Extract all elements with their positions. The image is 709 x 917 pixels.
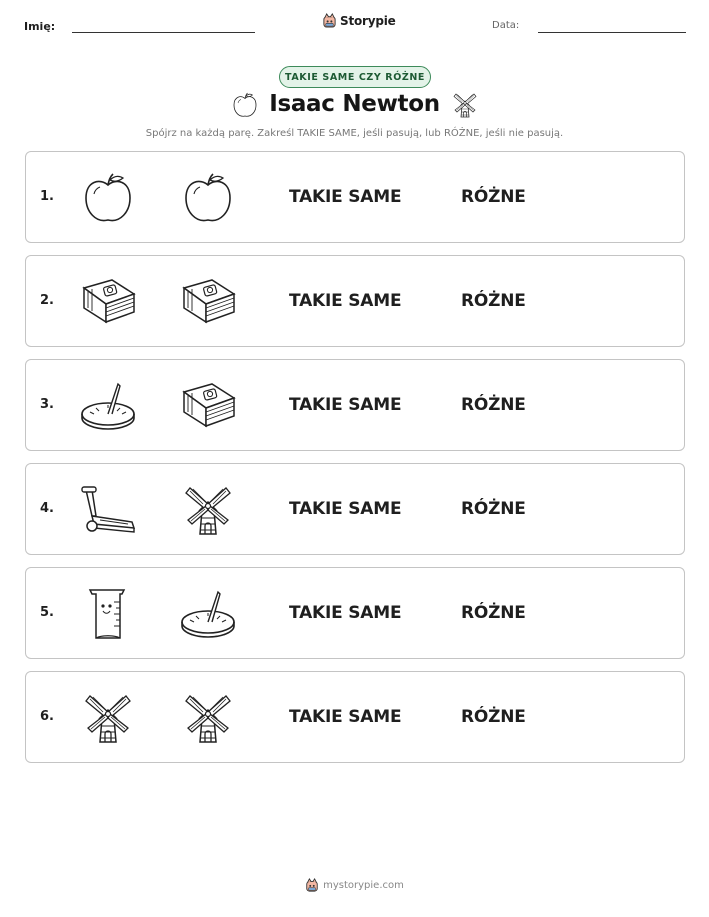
- book-icon: [178, 274, 238, 330]
- book-icon: [178, 378, 238, 434]
- book-icon: [78, 274, 138, 330]
- option-different[interactable]: RÓŻNE: [461, 707, 526, 727]
- storypie-mascot-icon: [322, 13, 337, 28]
- apple-icon: [78, 170, 138, 226]
- option-same[interactable]: TAKIE SAME: [289, 603, 402, 623]
- footer: [0, 878, 709, 892]
- option-different[interactable]: RÓŻNE: [461, 187, 526, 207]
- name-line[interactable]: [72, 32, 255, 33]
- brand-logo: [322, 13, 396, 28]
- windmill-icon: [178, 690, 238, 746]
- option-same[interactable]: TAKIE SAME: [289, 499, 402, 519]
- apple-icon: [178, 170, 238, 226]
- page-title: Isaac Newton: [269, 91, 440, 117]
- row-number: 6.: [40, 709, 54, 724]
- option-different[interactable]: RÓŻNE: [461, 291, 526, 311]
- row-number: 1.: [40, 189, 54, 204]
- beaker-icon: [78, 586, 138, 642]
- title-row: [0, 90, 709, 126]
- sundial-icon: [78, 378, 138, 434]
- exercise-row-1: [25, 151, 685, 243]
- worksheet-badge: TAKIE SAME CZY RÓŻNE: [279, 66, 431, 88]
- exercise-row-4: [25, 463, 685, 555]
- row-number: 2.: [40, 293, 54, 308]
- option-different[interactable]: RÓŻNE: [461, 603, 526, 623]
- header: [0, 0, 709, 50]
- exercise-row-6: [25, 671, 685, 763]
- date-label: Data:: [492, 20, 520, 31]
- row-number: 4.: [40, 501, 54, 516]
- treadmill-icon: [78, 482, 138, 538]
- instructions: Spójrz na każdą parę. Zakreśl TAKIE SAME, jeśli pasują, lub RÓŻNE, jeśli nie pasują.: [145, 128, 564, 139]
- option-different[interactable]: RÓŻNE: [461, 499, 526, 519]
- storypie-mascot-icon: [305, 878, 319, 892]
- option-different[interactable]: RÓŻNE: [461, 395, 526, 415]
- windmill-icon: [178, 482, 238, 538]
- name-label: Imię:: [24, 20, 56, 33]
- sundial-icon: [178, 586, 238, 642]
- row-number: 5.: [40, 605, 54, 620]
- windmill-icon: [78, 690, 138, 746]
- exercise-row-2: [25, 255, 685, 347]
- brand-text: Storypie: [340, 13, 396, 28]
- windmill-icon: [450, 90, 480, 120]
- exercise-row-3: [25, 359, 685, 451]
- date-line[interactable]: [538, 32, 686, 33]
- row-number: 3.: [40, 397, 54, 412]
- option-same[interactable]: TAKIE SAME: [289, 395, 402, 415]
- footer-url: mystorypie.com: [323, 879, 404, 891]
- option-same[interactable]: TAKIE SAME: [289, 187, 402, 207]
- option-same[interactable]: TAKIE SAME: [289, 707, 402, 727]
- exercise-row-5: [25, 567, 685, 659]
- option-same[interactable]: TAKIE SAME: [289, 291, 402, 311]
